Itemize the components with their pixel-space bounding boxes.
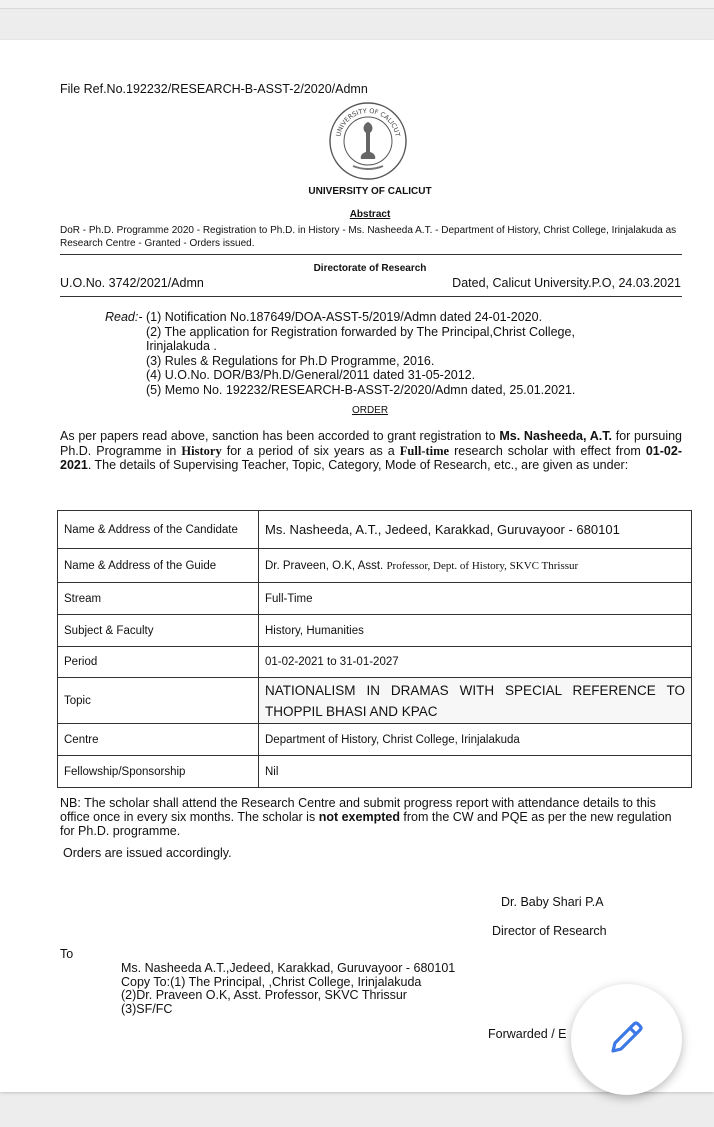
table-row (58, 756, 692, 788)
addressee-list (121, 962, 455, 1016)
table-row (58, 724, 692, 756)
orders-issued-line: Orders are issued accordingly. (63, 846, 232, 860)
top-app-bar (0, 0, 714, 9)
table-cell-label: Topic (58, 678, 259, 724)
read-list (146, 310, 646, 397)
forwarded-line: Forwarded / E (488, 1027, 567, 1041)
table-cell-label: Name & Address of the Candidate (58, 511, 259, 549)
addressee-line: (3)SF/FC (121, 1001, 173, 1016)
read-item: (4) U.O.No. DOR/B3/Ph.D/General/2011 dated 31-05-2012. (146, 368, 476, 382)
effective-date: 01-02-2021 (60, 443, 682, 472)
divider (60, 296, 682, 297)
read-label: Read:- (105, 310, 143, 324)
table-cell-value: Dr. Praveen, O.K, Asst. Professor, Dept. of History, SKVC Thrissur (259, 549, 692, 583)
uo-number: U.O.No. 3742/2021/Admn (60, 276, 204, 290)
read-item: (1) Notification No.187649/DOA-ASST-5/2019/Admn dated 24-01-2020. (146, 310, 543, 324)
to-label: To (60, 947, 74, 961)
subject-name: History (181, 443, 222, 458)
signatory-name: Dr. Baby Shari P.A (501, 895, 604, 909)
research-mode: Full-time (399, 443, 450, 458)
university-name: UNIVERSITY OF CALICUT (308, 186, 432, 197)
read-item: (3) Rules & Regulations for Ph.D Programme, 2016. (146, 353, 435, 368)
read-item: (5) Memo No. 192232/RESEARCH-B-ASST-2/2020/Admn dated, 25.01.2021. (146, 382, 576, 397)
nb-note: NB: The scholar shall attend the Research Centre and submit progress report with attendance details to this office once in every six months. The scholar is not exempted from the CW and PQE as per the new regulation for Ph.D. programme. (60, 796, 672, 838)
seal-text: UNIVERSITY OF CALICUT (334, 106, 402, 138)
table-cell-value: NATIONALISM IN DRAMAS WITH SPECIAL REFERENCE TO THOPPIL BHASI AND KPAC (259, 678, 692, 724)
read-item: (2) The application for Registration forwarded by The Principal,Christ College, (146, 324, 575, 339)
table-row (58, 647, 692, 678)
table-cell-value: Full-Time (259, 583, 692, 615)
addressee-line: (2)Dr. Praveen O.K, Asst. Professor, SKVC Thrissur (121, 988, 407, 1002)
pencil-icon (605, 1015, 649, 1064)
table-cell-label: Name & Address of the Guide (58, 549, 259, 583)
table-cell-value: Department of History, Christ College, Irinjalakuda (259, 724, 692, 756)
table-row (58, 678, 692, 724)
table-cell-value: History, Humanities (259, 615, 692, 647)
abstract-heading: Abstract (349, 209, 391, 220)
table-cell-value: 01-02-2021 to 31-01-2027 (259, 647, 692, 678)
table-row (58, 549, 692, 583)
table-cell-value: Nil (259, 756, 692, 788)
table-cell-label: Subject & Faculty (58, 615, 259, 647)
divider (60, 254, 682, 255)
candidate-name: Ms. Nasheeda, A.T. (499, 429, 612, 443)
signatory-title: Director of Research (492, 924, 607, 938)
read-item: Irinjalakuda . (146, 339, 217, 353)
order-heading: ORDER (351, 405, 389, 416)
table-cell-value: Ms. Nasheeda, A.T., Jedeed, Karakkad, Guruvayoor - 680101 (259, 511, 692, 549)
table-cell-label: Stream (58, 583, 259, 615)
edit-fab-button[interactable] (571, 984, 682, 1095)
table-cell-label: Fellowship/Sponsorship (58, 756, 259, 788)
abstract-text: DoR - Ph.D. Programme 2020 - Registration to Ph.D. in History - Ms. Nasheeda A.T. - Department of History, Christ College, Irinjalakuda as Research Centre - Granted - Orders issued. (60, 225, 677, 249)
table-row (58, 583, 692, 615)
file-reference: File Ref.No.192232/RESEARCH-B-ASST-2/2020/Admn (60, 82, 368, 96)
details-table (57, 510, 692, 788)
table-row (58, 511, 692, 549)
order-paragraph: As per papers read above, sanction has been accorded to grant registration to Ms. Nasheeda, A.T. for pursuing Ph.D. Programme in History for a period of six years as a Full-time research scholar with effect from 01-02-2021. The details of Supervising Teacher, Topic, Category, Mode of Research, etc., are given as under: (60, 429, 683, 472)
addressee-line: Ms. Nasheeda A.T.,Jedeed, Karakkad, Guruvayoor - 680101 (121, 961, 456, 975)
addressee-line: Copy To:(1) The Principal, ,Christ College, Irinjalakuda (121, 974, 422, 989)
table-row (58, 615, 692, 647)
table-cell-label: Centre (58, 724, 259, 756)
table-cell-label: Period (58, 647, 259, 678)
dated-line: Dated, Calicut University.P.O, 24.03.2021 (452, 276, 681, 290)
university-seal-icon (327, 100, 409, 182)
directorate-heading: Directorate of Research (313, 263, 427, 274)
document-page[interactable] (0, 40, 714, 1092)
